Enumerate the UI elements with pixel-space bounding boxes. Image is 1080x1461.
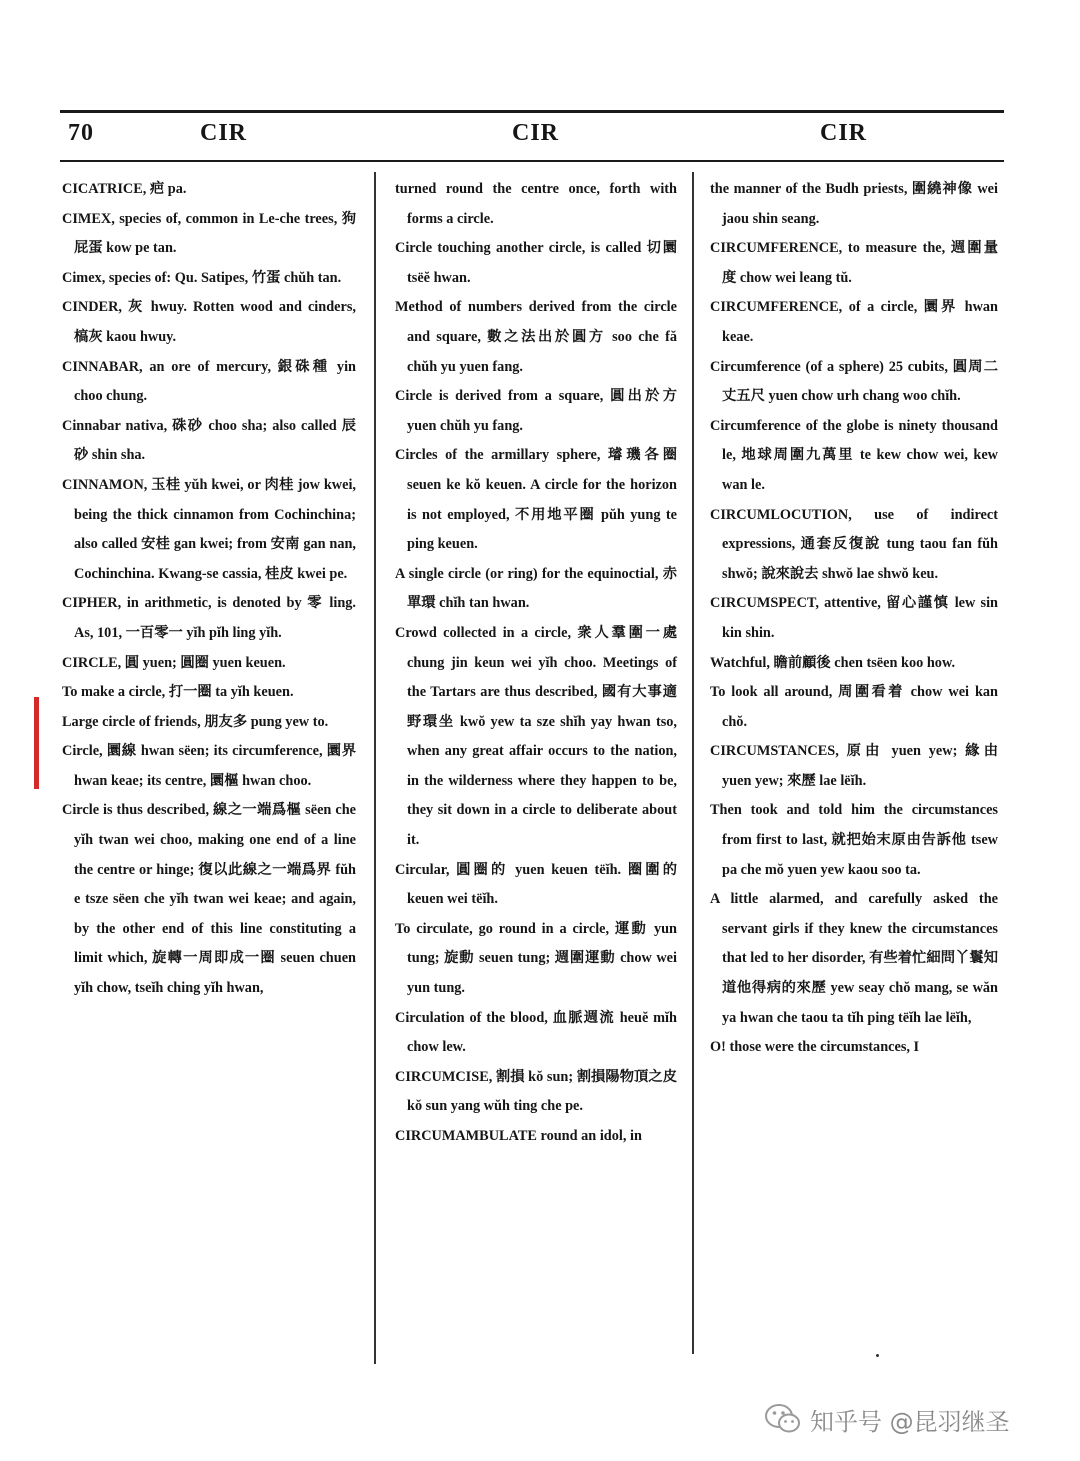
dictionary-entry: CINNAMON, 玉桂 yŭh kwei, or 肉桂 jow kwei, being the thick cinnamon from Cochinchina; also called 安桂 gan kwei; from 安南 gan nan, Cochinchina. Kwang-se cassia, 桂皮 kwei pe.: [62, 476, 356, 582]
dictionary-entry: CIRCUMLOCUTION, use of indirect expressions, 通套反復說 tung taou fan fŭh shwŏ; 說來說去 shwŏ lae shwŏ keu.: [710, 506, 998, 582]
dictionary-entry: Circle is derived from a square, 圓出於方 yuen chŭh yu fang.: [395, 388, 677, 434]
dictionary-entry: Then took and told him the circumstances from first to last, 就把始末原由告訴他 tsew pa che mŏ yuen yew kaou soo ta.: [710, 802, 998, 878]
dictionary-entry: CIRCUMFERENCE, of a circle, 圜界 hwan keae.: [710, 299, 998, 345]
dictionary-entry: Circle touching another circle, is called 切圜 tsëĕ hwan.: [395, 240, 677, 286]
dictionary-entry: CINNABAR, an ore of mercury, 銀硃種 yin choo chung.: [62, 358, 356, 405]
dictionary-entry: CIRCUMAMBULATE round an idol, in: [395, 1128, 642, 1144]
dictionary-entry: CIRCUMCISE, 割損 kŏ sun; 割損陽物頂之皮 kŏ sun yang wŭh ting che pe.: [395, 1068, 677, 1115]
dictionary-entry: CIPHER, in arithmetic, is denoted by 零 ling. As, 101, 一百零一 yĭh pĭh ling yĭh.: [62, 595, 356, 641]
dictionary-entry: CIMEX, species of, common in Le-che trees, 狗屁蛋 kow pe tan.: [62, 210, 356, 257]
dictionary-entry: Crowd collected in a circle, 衆人羣圍一處 chung jin keun wei yĭh choo. Meetings of the Tartars are thus described, 國有大事適野環坐 kwŏ yew ta sze shĭh yay hwan tso, when any great affair occurs to the nation, in the wilderness where they happen to be, they sit down in a circle to deliberate about it.: [395, 624, 677, 849]
watermark-text: 知乎号 @昆羽继圣: [810, 1407, 1010, 1436]
dictionary-entry: the manner of the Budh priests, 圍繞神像 wei jaou shin seang.: [710, 181, 998, 227]
center-guide-word: CIR: [512, 120, 560, 146]
dictionary-entry: CIRCUMFERENCE, to measure the, 週圍量度 chow wei leang tŭ.: [710, 240, 998, 286]
ink-speck: [876, 1354, 879, 1357]
dictionary-entry: To look all around, 周圍看着 chow wei kan chŏ.: [710, 684, 998, 730]
dictionary-entry: Method of numbers derived from the circle and square, 數之法出於圓方 soo che fă chŭh yu yuen fang.: [395, 299, 677, 375]
dictionary-entry: Circulation of the blood, 血脈週流 heuĕ mĭh chow lew.: [395, 1009, 677, 1056]
dictionary-entry: CIRCUMSTANCES, 原由 yuen yew; 緣由 yuen yew; 來歷 lae lëĭh.: [710, 743, 998, 789]
dictionary-entry: Circumference (of a sphere) 25 cubits, 圓周二丈五尺 yuen chow urh chang woo chĭh.: [710, 358, 998, 405]
wechat-logo-icon: [764, 1402, 802, 1436]
dictionary-entry: O! those were the circumstances, I: [710, 1039, 920, 1056]
dictionary-entry: turned round the centre once, forth with forms a circle.: [395, 181, 677, 227]
dictionary-entry: Circumference of the globe is ninety thousand le, 地球周圍九萬里 te kew chow wei, kew wan le.: [710, 417, 998, 493]
left-guide-word: CIR: [200, 120, 248, 146]
dictionary-entry: Cimex, species of: Qu. Satipes, 竹蛋 chŭh tan.: [62, 269, 342, 286]
watermark: [764, 1400, 1010, 1438]
page-number: 70: [68, 120, 94, 146]
dictionary-entry: Large circle of friends, 朋友多 pung yew to.: [62, 713, 329, 730]
dictionary-entry: To make a circle, 打一圈 ta yĭh keuen.: [62, 684, 294, 701]
column-divider: [374, 172, 376, 1364]
dictionary-entry: CIRCLE, 圓 yuen; 圓圈 yuen keuen.: [62, 654, 286, 671]
dictionary-entry: Circle is thus described, 線之一端爲樞 sëen che yĭh twan wei choo, making one end of a line the centre or hinge; 復以此線之一端爲界 fŭh e tsze sëen che yĭh twan wei keae; and again, by the other end of this line constituting a limit which, 旋轉一周即成一圈 seuen chuen yĭh chow, tseĭh ching yĭh hwan,: [62, 802, 356, 997]
dictionary-entry: Cinnabar nativa, 硃砂 choo sha; also called 辰砂 shin sha.: [62, 417, 356, 464]
dictionary-entry: A little alarmed, and carefully asked the servant girls if they knew the circumstances that led to her disorder, 有些着忙細問丫鬟知道他得病的來歷 yew seay chŏ mang, se wăn ya hwan che taou ta tĭh ping tëĭh lae lëĭh,: [710, 891, 998, 1026]
dictionary-entry: CICATRICE, 疤 pa.: [62, 181, 187, 197]
column-left: [62, 175, 356, 1004]
dictionary-entry: CIRCUMSPECT, attentive, 留心謹慎 lew sin kin shin.: [710, 595, 998, 641]
column-right: [710, 175, 998, 1063]
dictionary-entry: CINDER, 灰 hwuy. Rotten wood and cinders, 槁灰 kaou hwuy.: [62, 299, 356, 345]
red-margin-marker: [34, 697, 39, 789]
right-guide-word: CIR: [820, 120, 868, 146]
dictionary-entry: To circulate, go round in a circle, 運動 yun tung; 旋動 seuen tung; 週圍運動 chow wei yun tung.: [395, 920, 677, 997]
column-middle: [395, 175, 677, 1152]
column-divider: [692, 172, 694, 1354]
header-rule: [60, 160, 1004, 162]
dictionary-entry: Watchful, 瞻前顧後 chen tsëen koo how.: [710, 654, 956, 671]
dictionary-entry: Circular, 圓圈的 yuen keuen tëĭh. 圈圍的 keuen wei tëĭh.: [395, 861, 677, 908]
dictionary-entry: Circles of the armillary sphere, 璿璣各圈 seuen ke kŏ keuen. A circle for the horizon is not employed, 不用地平圈 pŭh yung te ping keuen.: [395, 447, 677, 553]
top-rule: [60, 110, 1004, 113]
dictionary-entry: Circle, 圜線 hwan sëen; its circumference, 圜界 hwan keae; its centre, 圜樞 hwan choo.: [62, 743, 356, 789]
dictionary-entry: A single circle (or ring) for the equinoctial, 赤單環 chĭh tan hwan.: [395, 565, 677, 612]
